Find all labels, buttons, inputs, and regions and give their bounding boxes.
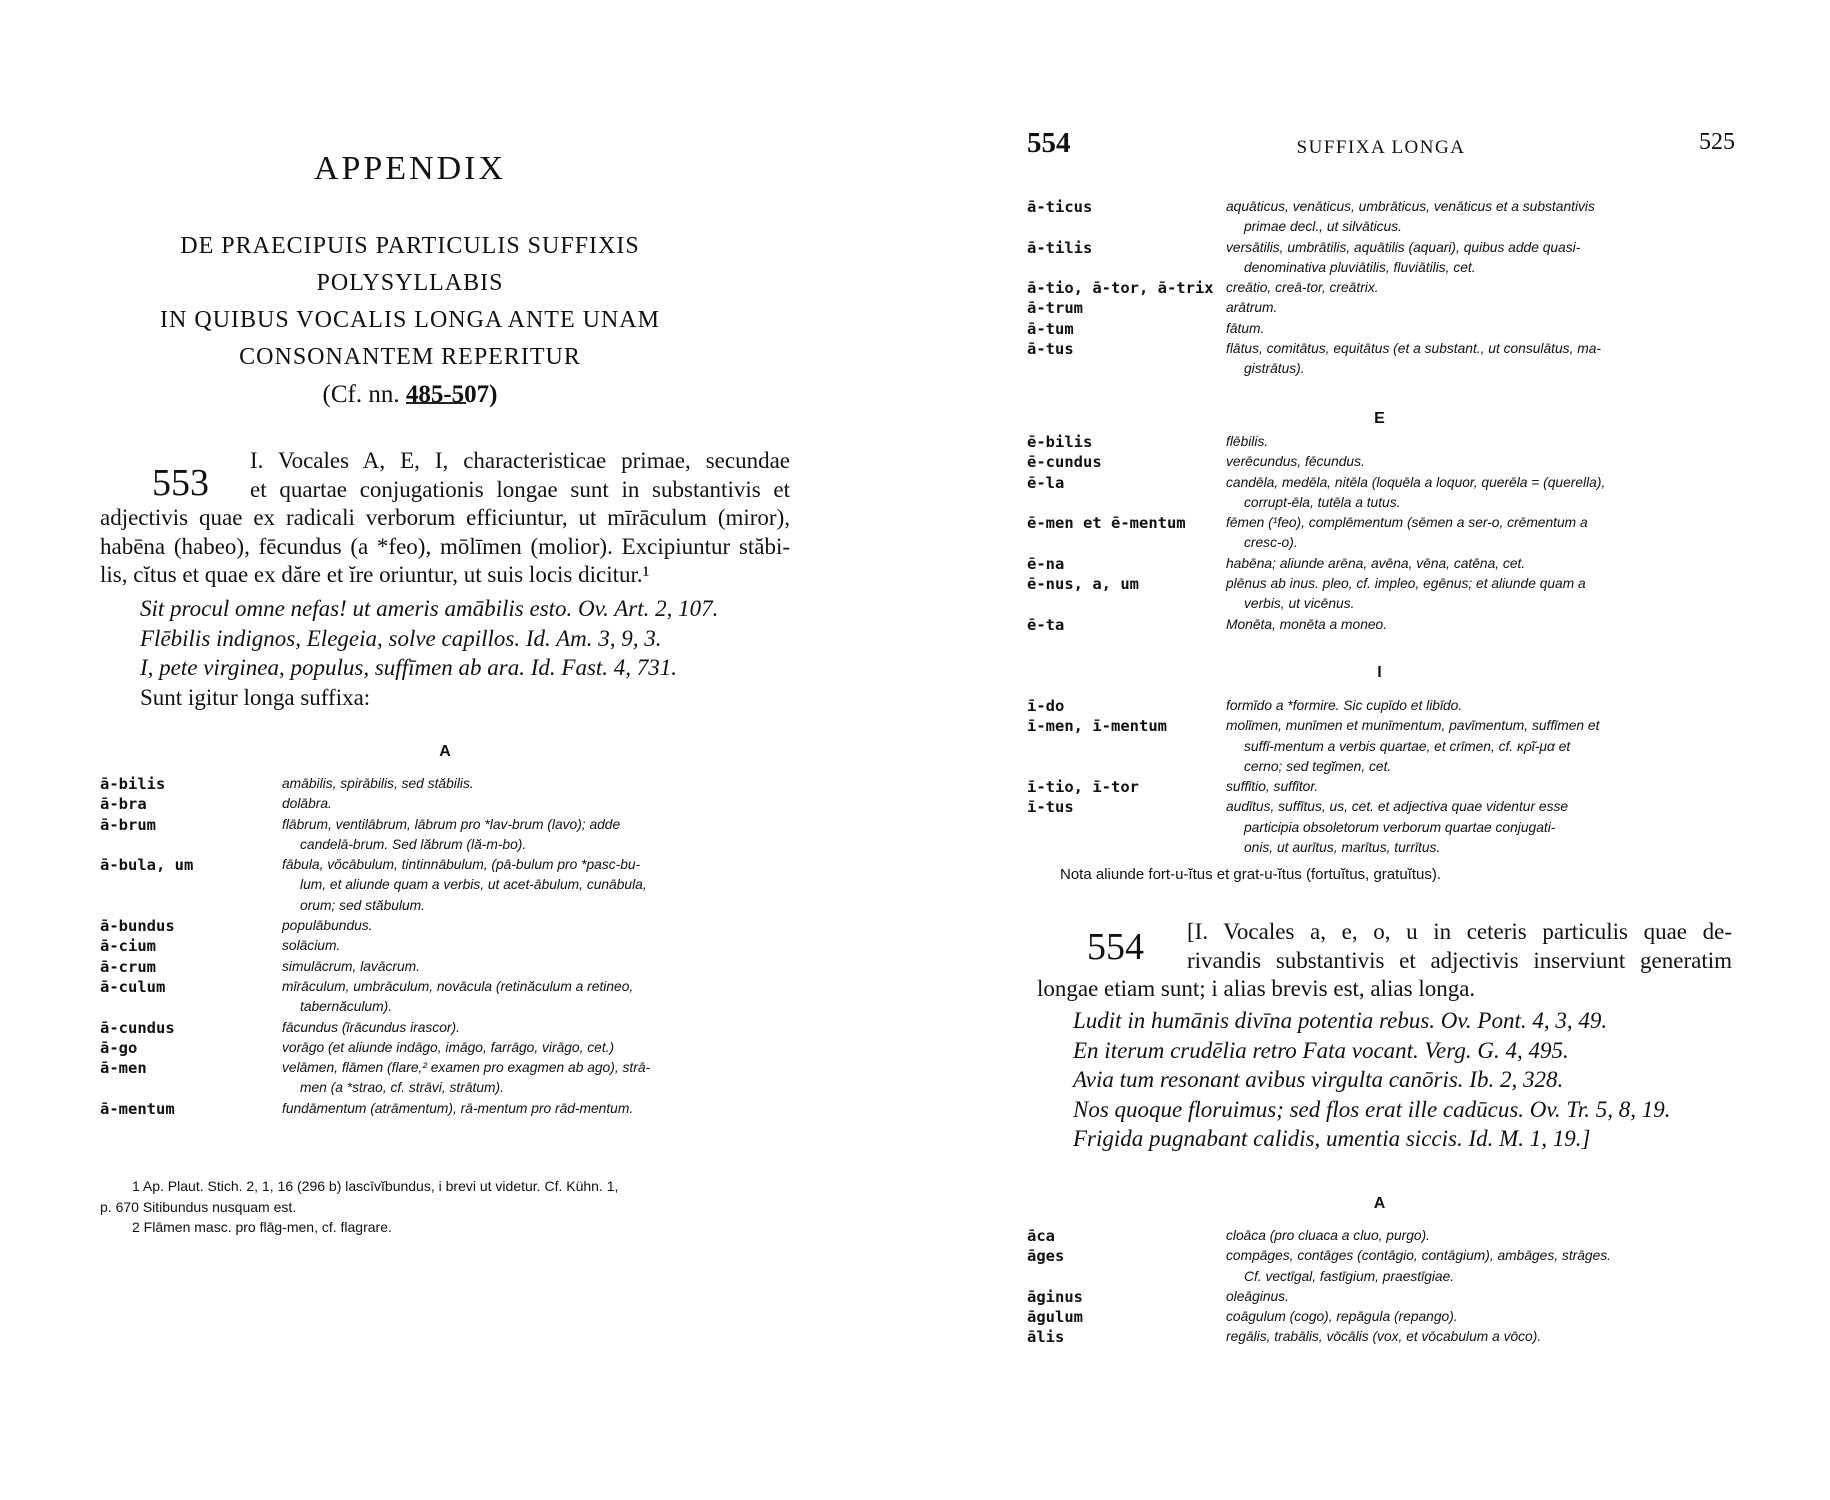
example-line: cresc-o). (1244, 535, 1298, 551)
suffix-row (1027, 1307, 1732, 1327)
suffix-examples (1226, 1246, 1732, 1287)
example-line: cloāca (pro cluaca a cluo, purgo). (1226, 1228, 1430, 1243)
example-line: corrupt-ēla, tutēla a tutus. (1244, 494, 1401, 510)
quotations (1073, 1006, 1671, 1154)
suffix-label: āginus (1027, 1287, 1083, 1306)
suffix-row (1027, 473, 1732, 514)
example-line: fācundus (īrācundus irascor). (282, 1019, 460, 1035)
suffix-row (1027, 554, 1732, 574)
example-line: fēmen (¹feo), complēmentum (sēmen a ser-o, crēmentum a (1226, 515, 1588, 531)
quote-line: Nos quoque floruimus; sed flos erat ille cadūcus. Ov. Tr. 5, 8, 19. (1073, 1096, 1671, 1122)
appendix-title: APPENDIX (313, 150, 507, 187)
suffix-examples (282, 1099, 800, 1119)
suffix-examples (1226, 1226, 1732, 1246)
example-line: compāges, contāges (contāgio, contāgium), ambāges, strāges. (1226, 1248, 1611, 1264)
suffix-row (1027, 797, 1732, 858)
paragraph-line: lis, cĭtus et quae ex dăre et ĭre oriuntur, ut suis locis dicitur.¹ (100, 562, 650, 588)
example-line: tabernăculum). (300, 999, 393, 1015)
nota-line: Nota aliunde fort-u-ĭtus et grat-u-ĭtus (fortuĭtus, gratuĭtus). (1060, 866, 1441, 883)
example-line: molīmen, munīmen et munīmentum, pavīmentum, suffīmen et (1226, 718, 1600, 734)
suffix-row (1027, 278, 1732, 298)
suffix-examples (282, 936, 800, 956)
suffix-label: ā-bula, um (100, 856, 194, 875)
suffix-label: ī-tus (1027, 798, 1074, 817)
cross-ref-range: 485-507) (405, 381, 498, 408)
paragraph-line: rivandis substantivis et adjectivis inserviunt generatim (1187, 947, 1732, 973)
suffix-examples (1226, 197, 1732, 238)
quote-line: Ludit in humānis divīna potentia rebus. Ov. Pont. 4, 3, 49. (1073, 1008, 1608, 1033)
quote-line: Flēbilis indignos, Elegeia, solve capillos. Id. Am. 3, 9, 3. (140, 625, 662, 651)
suffix-examples (1226, 797, 1732, 858)
suffix-label: ā-cundus (100, 1018, 175, 1037)
quote-line: Frigida pugnabant calidis, umentia siccis. Id. M. 1, 19.] (1073, 1126, 1591, 1151)
suffix-row (1027, 238, 1732, 279)
quote-line: Sit procul omne nefas! ut ameris amābilis esto. Ov. Art. 2, 107. (140, 596, 719, 621)
example-line: lum, et aliunde quam a verbis, ut acet-ābulum, cunābula, (300, 877, 647, 893)
paragraph-line: et quartae conjugationis longae sunt in substantivis et (250, 476, 790, 502)
suffix-examples (282, 957, 800, 977)
suffix-label: ī-tio, ī-tor (1027, 778, 1139, 797)
example-line: denominativa pluviātilis, fluviātilis, cet. (1244, 259, 1476, 275)
example-line: populābundus. (282, 918, 373, 934)
example-line: primae decl., ut silvāticus. (1244, 219, 1402, 235)
cross-reference (100, 376, 720, 413)
example-line: flābrum, ventilābrum, lābrum pro *lav-brum (lavo); adde (282, 816, 621, 832)
suffix-table-a-cont (1027, 197, 1732, 380)
suffix-examples (1226, 554, 1732, 574)
example-line: creātio, creā-tor, creātrix. (1226, 280, 1379, 296)
suffix-examples (1226, 278, 1732, 298)
quote-line: Avia tum resonant avibus virgulta canōris. Ib. 2, 328. (1073, 1067, 1564, 1092)
suffix-row (1027, 513, 1732, 554)
section-554-paragraph (1037, 918, 1732, 1004)
suffix-examples (1226, 1287, 1732, 1307)
suffix-row (100, 1058, 800, 1099)
suffix-label: ā-bilis (100, 775, 166, 793)
suffix-row (1027, 452, 1732, 472)
quotations (140, 594, 718, 712)
subtitle-line: DE PRAECIPUIS PARTICULIS SUFFIXIS POLYSYLLABIS (180, 233, 640, 296)
example-line: solācium. (282, 938, 341, 954)
quote-line: En iterum crudēlia retro Fata vocant. Verg. G. 4, 495. (1073, 1037, 1569, 1063)
suffix-row (100, 855, 800, 916)
example-line: men (a *strao, cf. strāvi, strātum). (300, 1080, 504, 1096)
suffix-examples (1226, 513, 1732, 554)
example-line: Monēta, monēta a moneo. (1226, 616, 1388, 632)
example-line: participia obsoletorum verborum quartae conjugati- (1244, 819, 1556, 835)
example-line: fātum. (1226, 320, 1265, 336)
suffix-row (1027, 1226, 1732, 1246)
suffix-examples (282, 855, 800, 916)
section-number: 554 (1087, 926, 1144, 968)
example-line: verbis, ut vicēnus. (1244, 596, 1355, 612)
suffix-examples (1226, 696, 1732, 716)
suffix-label: ā-culum (100, 977, 166, 996)
footnote: 1 Ap. Plaut. Stich. 2, 1, 16 (296 b) lascīvĭbundus, i brevi ut videtur. Cf. Kühn. 1, (132, 1178, 619, 1194)
suffix-row (1027, 777, 1732, 797)
example-line: verēcundus, fēcundus. (1226, 454, 1365, 470)
suffix-label: ā-crum (100, 957, 156, 976)
suffix-label: ē-men et ē-mentum (1027, 514, 1186, 533)
suffix-table-i (1027, 696, 1732, 858)
suffix-label: ā-tus (1027, 340, 1074, 359)
suffix-row (1027, 298, 1732, 318)
paragraph-line: longae etiam sunt; i alias brevis est, alias longa. (1037, 976, 1476, 1002)
suffix-row (100, 1038, 800, 1058)
suffix-row (1027, 1327, 1732, 1347)
suffix-label: ī-do (1027, 697, 1065, 715)
suffix-label: ē-bilis (1027, 433, 1093, 451)
example-line: dolābra. (282, 796, 332, 812)
suffix-label: āca (1027, 1227, 1055, 1245)
suffix-row (100, 936, 800, 956)
example-line: aquāticus, venāticus, umbrāticus, venāticus et a substantivis (1226, 199, 1595, 214)
subtitle-line: CONSONANTEM REPERITUR (239, 344, 581, 370)
example-line: versātilis, umbrātilis, aquātilis (aquari), quibus adde quasi- (1226, 239, 1581, 255)
suffix-examples (282, 977, 800, 1018)
footnote: p. 670 Sitibundus nusquam est. (100, 1198, 297, 1215)
letter-heading-i: I (1377, 664, 1382, 681)
suffix-label: ā-ticus (1027, 198, 1093, 216)
example-line: simulācrum, lavācrum. (282, 958, 420, 974)
page-number: 525 (1699, 129, 1735, 155)
suffix-examples (1226, 777, 1732, 797)
example-line: fābula, vŏcābulum, tintinnābulum, (pā-bulum pro *pasc-bu- (282, 857, 641, 873)
suffix-label: ā-go (100, 1038, 138, 1057)
suffix-examples (282, 774, 800, 794)
suffix-row (100, 916, 800, 936)
suffix-row (1027, 319, 1732, 339)
suffix-row (100, 1018, 800, 1038)
footnote: 2 Flāmen masc. pro flāg-men, cf. flagrare. (132, 1219, 392, 1235)
suffix-label: ā-bundus (100, 917, 175, 936)
example-line: mīrāculum, umbrāculum, novācula (retinăculum a retineo, (282, 978, 634, 994)
suffix-label: ē-ta (1027, 615, 1065, 634)
suffix-label: ā-brum (100, 815, 156, 834)
suffix-examples (1226, 615, 1732, 635)
suffix-row (1027, 696, 1732, 716)
example-line: flātus, comitātus, equitātus (et a substant., ut consulātus, ma- (1226, 341, 1602, 357)
suffix-examples (1226, 319, 1732, 339)
example-line: candelā-brum. Sed lăbrum (lă-m-bo). (300, 836, 527, 852)
suffix-row (1027, 1246, 1732, 1287)
example-line: suffī-mentum a verbis quartae, et crīmen, cf. κρῖ-μα et (1244, 738, 1571, 754)
appendix-subtitle (100, 228, 720, 413)
example-line: gistrātus). (1244, 361, 1305, 377)
suffix-label: ā-tilis (1027, 238, 1093, 257)
suffix-label: ē-la (1027, 473, 1065, 492)
suffix-examples (282, 815, 800, 856)
suffix-label: ā-cium (100, 937, 156, 956)
right-page (1027, 0, 1735, 1500)
running-head-section: 554 (1027, 127, 1071, 159)
suffix-row (100, 815, 800, 856)
example-line: amābilis, spirābilis, sed stăbilis. (282, 776, 474, 791)
suffix-row (100, 977, 800, 1018)
example-line: formīdo a *formire. Sic cupīdo et libīdo. (1226, 698, 1463, 713)
suffix-examples (282, 1058, 800, 1099)
suffix-examples (282, 1018, 800, 1038)
paragraph-line: I. Vocales A, E, I, characteristicae primae, secundae (250, 448, 790, 473)
letter-heading-a: A (439, 743, 451, 760)
example-line: orum; sed stăbulum. (300, 897, 425, 913)
suffix-examples (1226, 1327, 1732, 1347)
example-line: audītus, suffītus, us, cet. et adjectiva quae videntur esse (1226, 799, 1569, 815)
suffix-label: āgulum (1027, 1308, 1083, 1327)
suffix-row (100, 1099, 800, 1119)
suffix-examples (1226, 473, 1732, 514)
suffix-examples (1226, 452, 1732, 472)
suffix-row (100, 774, 800, 794)
suffix-examples (282, 794, 800, 814)
subtitle-line: IN QUIBUS VOCALIS LONGA ANTE UNAM (160, 307, 660, 333)
suffix-label: ī-men, ī-mentum (1027, 717, 1167, 736)
suffix-row (1027, 574, 1732, 615)
cross-ref-prefix: (Cf. nn. (322, 381, 400, 408)
footnotes (100, 1176, 618, 1238)
suffix-row (1027, 615, 1732, 635)
suffix-examples (1226, 574, 1732, 615)
suffix-label: āges (1027, 1247, 1065, 1266)
letter-heading-e: E (1374, 410, 1385, 427)
example-line: fundāmentum (atrāmentum), rā-mentum pro rād-mentum. (282, 1100, 634, 1116)
suffix-row (100, 957, 800, 977)
suffix-label: ā-men (100, 1059, 147, 1078)
letter-heading-a2: A (1373, 1195, 1386, 1212)
example-line: habēna; aliunde arēna, avēna, vēna, catēna, cet. (1226, 555, 1526, 571)
example-line: arātrum. (1226, 300, 1278, 316)
example-line: candēla, medēla, nitēla (loquēla a loquor, querēla = (querella), (1226, 474, 1606, 490)
suffix-examples (1226, 339, 1732, 380)
suffix-examples (1226, 716, 1732, 777)
example-line: flēbilis. (1226, 434, 1269, 449)
section-number: 553 (152, 462, 209, 504)
suffix-examples (282, 1038, 800, 1058)
running-head-title: SUFFIXA LONGA (1296, 137, 1466, 158)
suffix-label: ā-trum (1027, 299, 1083, 318)
example-line: cerno; sed tegĭmen, cet. (1244, 758, 1392, 774)
example-line: oleāginus. (1226, 1288, 1289, 1304)
suffix-row (1027, 197, 1732, 238)
suffix-table-a2 (1027, 1226, 1732, 1348)
left-page (100, 0, 815, 1500)
suffix-row (1027, 716, 1732, 777)
example-line: onis, ut aurītus, marītus, turrītus. (1244, 840, 1441, 856)
section-553-paragraph (100, 447, 790, 590)
example-line: coāgulum (cogo), repāgula (repango). (1226, 1309, 1458, 1325)
suffix-intro: Sunt igitur longa suffixa: (140, 684, 371, 710)
example-line: velāmen, flāmen (flare,² examen pro exagmen ab ago), strā- (282, 1060, 651, 1076)
suffix-label: ā-mentum (100, 1099, 175, 1118)
heading-rule (406, 402, 466, 404)
quote-line: I, pete virginea, populus, suffīmen ab ara. Id. Fast. 4, 731. (140, 655, 678, 680)
suffix-row (100, 794, 800, 814)
suffix-table-e (1027, 432, 1732, 635)
suffix-label: ā-bra (100, 795, 147, 814)
paragraph-line: habēna (habeo), fēcundus (a *feo), mōlīmen (molior). Excipiuntur stăbi- (100, 533, 790, 559)
example-line: suffītio, suffītor. (1226, 779, 1319, 795)
suffix-label: ē-nus, a, um (1027, 575, 1139, 594)
paragraph-line: adjectivis quae ex radicali verborum efficiuntur, ut mīrāculum (miror), (100, 505, 790, 531)
paragraph-line: [I. Vocales a, e, o, u in ceteris particulis quae de- (1187, 919, 1732, 944)
suffix-label: ē-cundus (1027, 453, 1102, 472)
suffix-row (1027, 432, 1732, 452)
suffix-label: ā-tio, ā-tor, ā-trix (1027, 279, 1214, 298)
suffix-label: ē-na (1027, 554, 1065, 573)
suffix-label: ā-tum (1027, 319, 1074, 338)
suffix-row (1027, 339, 1732, 380)
example-line: regālis, trabālis, vōcālis (vox, et vōcabulum a vōco). (1226, 1329, 1542, 1345)
example-line: Cf. vectīgal, fastīgium, praestīgiae. (1244, 1268, 1455, 1284)
suffix-examples (282, 916, 800, 936)
suffix-table-a (100, 774, 800, 1119)
example-line: vorāgo (et aliunde indāgo, imāgo, farrāgo, virāgo, cet.) (282, 1039, 615, 1055)
suffix-examples (1226, 1307, 1732, 1327)
suffix-examples (1226, 298, 1732, 318)
suffix-examples (1226, 432, 1732, 452)
suffix-examples (1226, 238, 1732, 279)
suffix-row (1027, 1287, 1732, 1307)
suffix-label: ālis (1027, 1328, 1065, 1347)
example-line: plēnus ab inus. pleo, cf. impleo, egēnus; et aliunde quam a (1226, 576, 1586, 592)
